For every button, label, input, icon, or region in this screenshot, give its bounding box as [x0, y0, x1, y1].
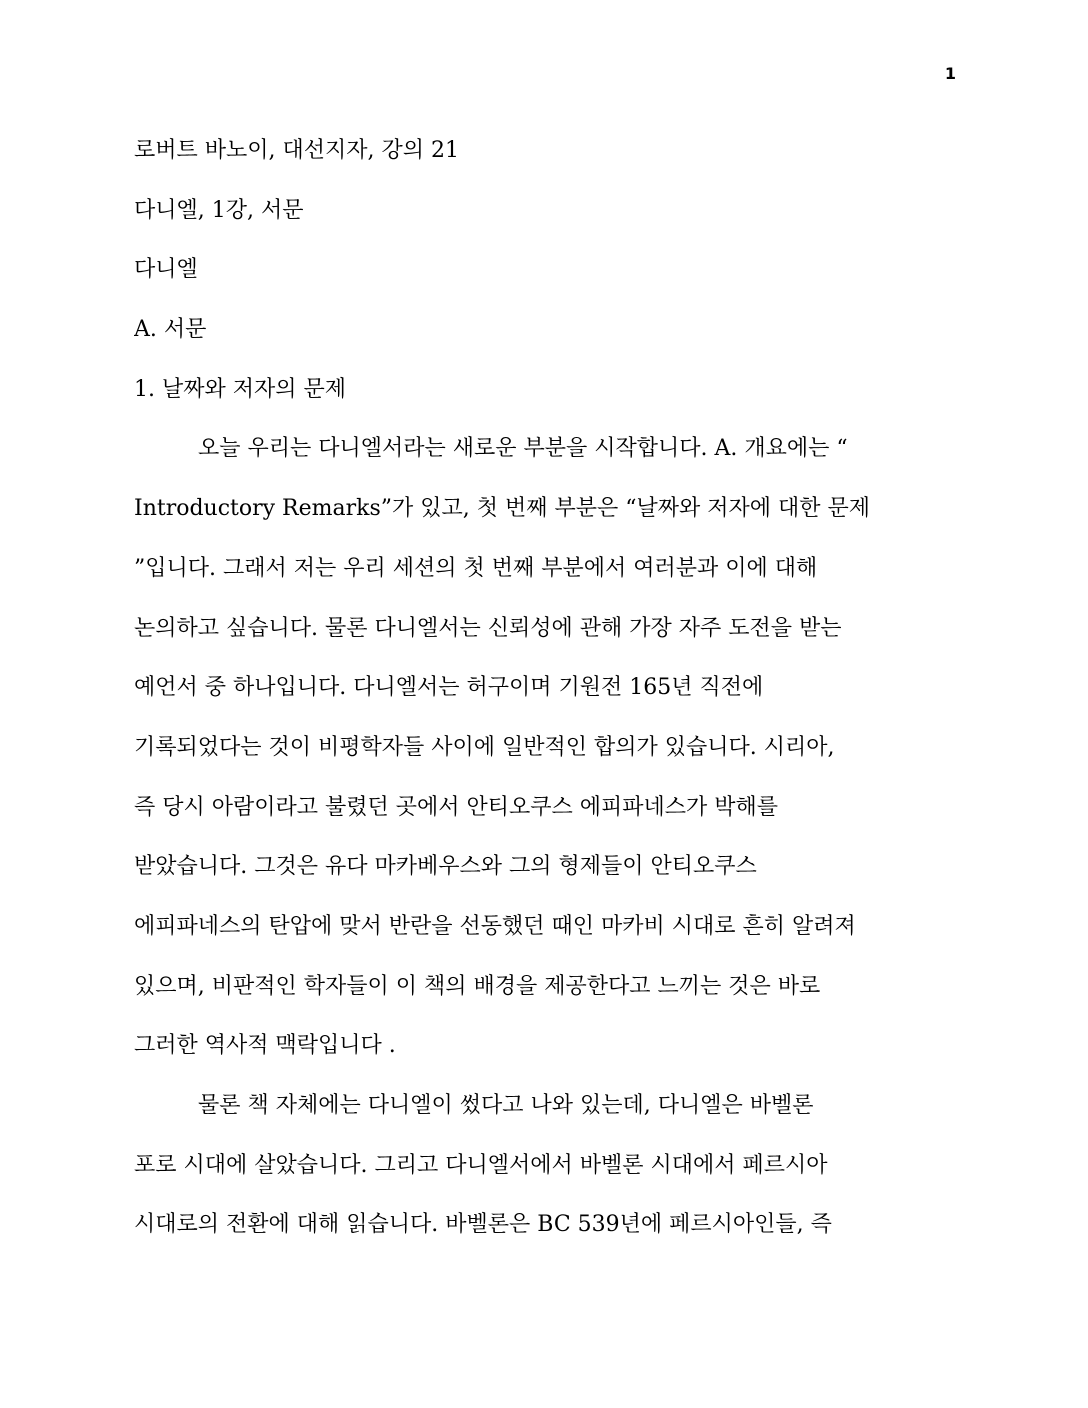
paragraph-line: 논의하고 싶습니다. 물론 다니엘서는 신뢰성에 관해 가장 자주 도전을 받는 — [134, 615, 842, 641]
subsection-heading: 1. 날짜와 저자의 문제 — [134, 376, 346, 402]
paragraph-2 — [134, 1081, 958, 1260]
paragraph-line: 기록되었다는 것이 비평학자들 사이에 일반적인 합의가 있습니다. 시리아, — [134, 734, 835, 760]
paragraph-line: 있으며, 비판적인 학자들이 이 책의 배경을 제공한다고 느끼는 것은 바로 — [134, 973, 821, 999]
paragraph-line: ”입니다. 그래서 저는 우리 세션의 첫 번째 부분에서 여러분과 이에 대해 — [134, 555, 818, 581]
section-heading: A. 서문 — [134, 317, 207, 343]
book-heading: 다니엘 — [134, 257, 198, 283]
paragraph-line: 받았습니다. 그것은 유다 마카베우스와 그의 형제들이 안티오쿠스 — [134, 854, 757, 880]
document-body — [134, 126, 958, 1260]
paragraph-line: 예언서 중 하나입니다. 다니엘서는 허구이며 기원전 165년 직전에 — [134, 675, 764, 701]
paragraph-line: Introductory Remarks”가 있고, 첫 번째 부분은 “날짜와 저자에 대한 문제 — [134, 496, 870, 522]
page-number: 1 — [944, 64, 956, 83]
paragraph-line: 물론 책 자체에는 다니엘이 썼다고 나와 있는데, 다니엘은 바벨론 — [198, 1093, 814, 1118]
paragraph-line: 즉 당시 아람이라고 불렸던 곳에서 안티오쿠스 에피파네스가 박해를 — [134, 794, 779, 820]
lecture-subtitle: 다니엘, 1강, 서문 — [134, 197, 304, 223]
paragraph-1 — [134, 424, 958, 1081]
paragraph-line: 시대로의 전환에 대해 읽습니다. 바벨론은 BC 539년에 페르시아인들, 즉 — [134, 1212, 832, 1238]
paragraph-line: 오늘 우리는 다니엘서라는 새로운 부분을 시작합니다. A. 개요에는 “ — [198, 436, 848, 462]
paragraph-line: 그러한 역사적 맥락입니다 . — [134, 1033, 396, 1059]
paragraph-line: 에피파네스의 탄압에 맞서 반란을 선동했던 때인 마카비 시대로 흔히 알려져 — [134, 913, 856, 939]
paragraph-line: 포로 시대에 살았습니다. 그리고 다니엘서에서 바벨론 시대에서 페르시아 — [134, 1152, 828, 1178]
lecture-title: 로버트 바노이, 대선지자, 강의 21 — [134, 138, 459, 163]
